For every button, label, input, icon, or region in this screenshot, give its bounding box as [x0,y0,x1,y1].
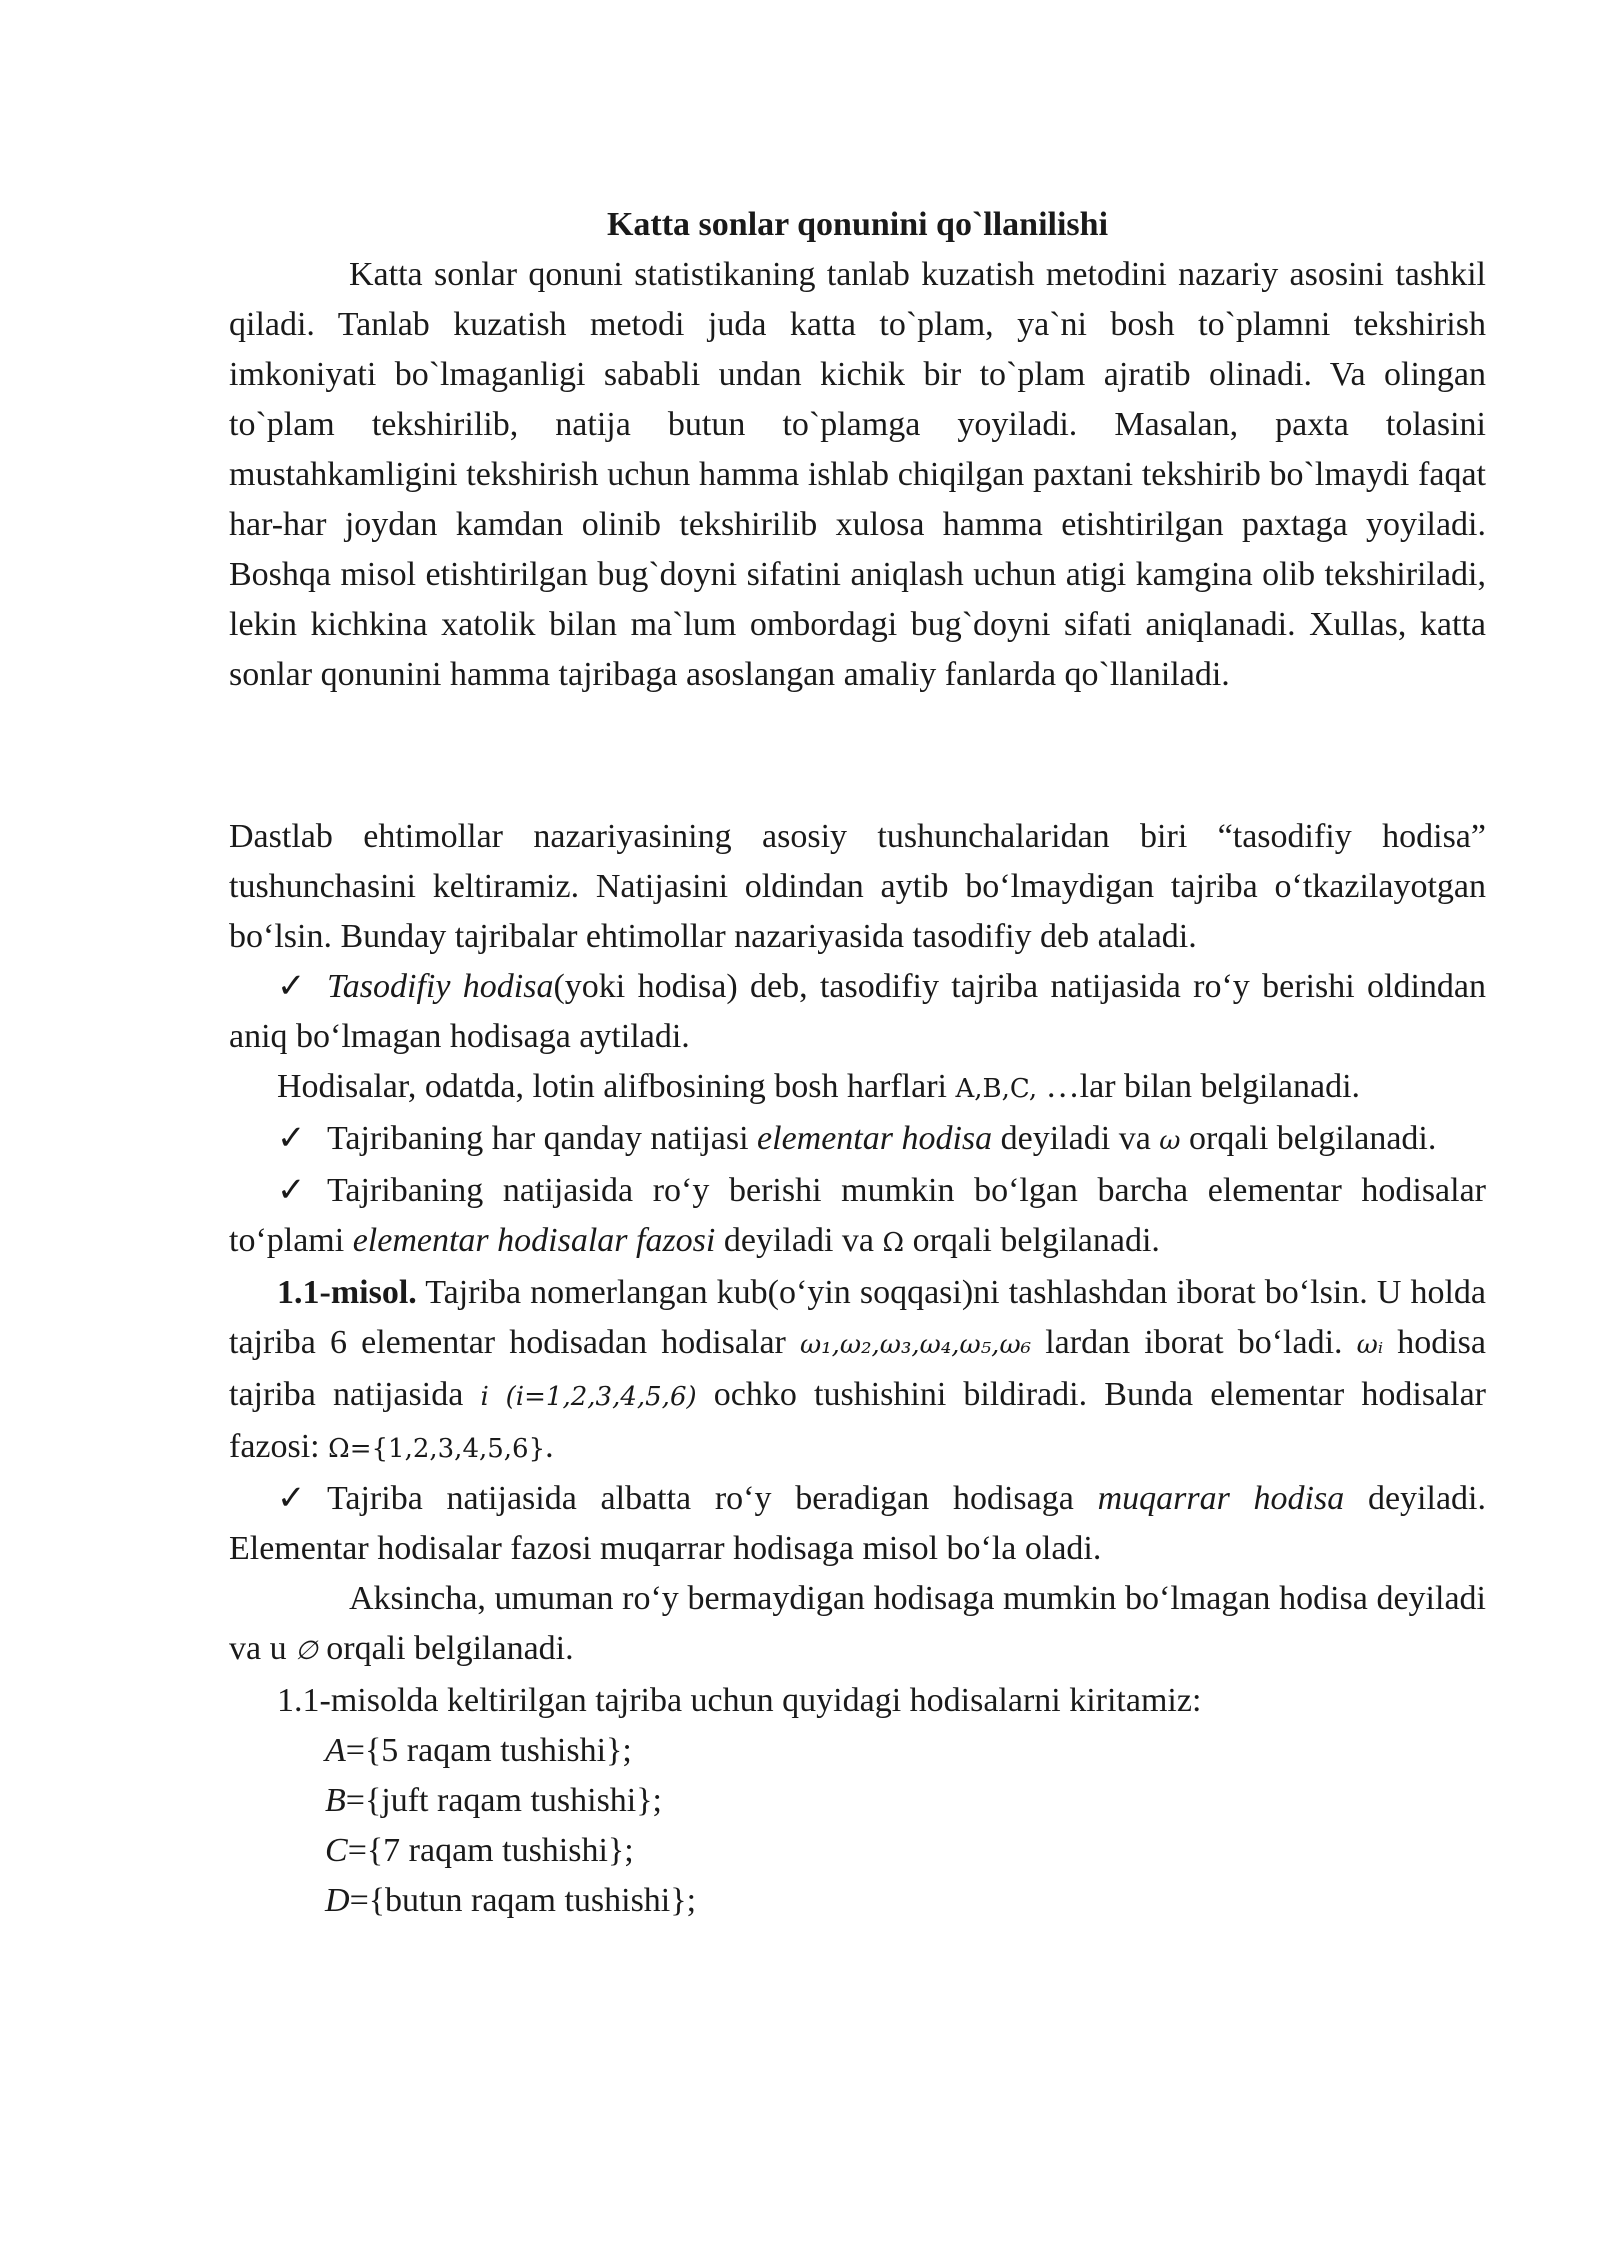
paragraph-random-event-intro: Dastlab ehtimollar nazariyasining asosiy tushunchalaridan biri “tasodifiy hodisa” tushunchasini keltiramiz. Natijasini oldindan aytib bo‘lmaydigan tajriba o‘tkazilayotgan bo‘lsin. Bunday tajribalar ehtimollar nazariyasida tasodifiy deb ataladi. [229,818,1486,955]
checkmark-icon: ✓ [277,1172,306,1209]
definition-text: orqali belgilanadi. [904,1222,1160,1259]
capital-omega-symbol: Ω [882,1228,905,1258]
definition-elementary-event [229,1114,1486,1166]
paragraph-event-notation [229,1062,1486,1114]
example-text: ochko tushishini bildiradi. Bunda elementar hodisalar fazosi: [229,1376,1486,1465]
sample-space-formula: Ω={1,2,3,4,5,6} [328,1434,546,1464]
definition-text: deyiladi va [715,1222,883,1259]
list-item [325,1876,1486,1926]
paragraph-gap [229,700,1486,812]
event-definition: ={7 raqam tushishi}; [347,1832,634,1869]
example-end: . [545,1428,554,1465]
event-name: D [325,1882,350,1919]
event-name: C [325,1832,348,1869]
list-item [325,1776,1486,1826]
definition-random-event [229,962,1486,1062]
definition-text: orqali belgilanadi. [1180,1120,1437,1157]
checkmark-icon: ✓ [277,1480,306,1517]
checkmark-icon: ✓ [277,968,306,1005]
omega-i: ωᵢ [1356,1330,1384,1360]
omega-symbol: ω [1159,1126,1181,1156]
notation-text-end: …lar bilan belgilanadi. [1037,1068,1361,1105]
event-name: A [325,1732,346,1769]
definition-text: Tajribaning har qanday natijasi [327,1120,758,1157]
i-range: i (i=1,2,3,4,5,6) [480,1382,697,1412]
term-certain-event: muqarrar hodisa [1097,1480,1345,1517]
definition-text: (yoki hodisa) deb, tasodifiy tajriba natijasida ro‘y berishi oldindan aniq bo‘lmagan hodisaga aytiladi. [229,968,1486,1055]
example-text: Tajriba nomerlangan kub(o‘yin soqqasi)ni tashlashdan iborat bo‘lsin. U holda tajriba 6 elementar hodisadan hodisalar [229,1274,1486,1361]
definition-text: deyiladi. Elementar hodisalar fazosi muqarrar hodisaga misol bo‘la oladi. [229,1480,1486,1567]
definition-text: deyiladi va [992,1120,1160,1157]
paragraph-text: Aksincha, umuman ro‘y bermaydigan hodisaga mumkin bo‘lmagan hodisa deyiladi va u [229,1580,1486,1667]
list-item [325,1826,1486,1876]
definition-text: Tajribaning natijasida ro‘y berishi mumkin bo‘lgan barcha elementar hodisalar to‘plami [229,1172,1486,1259]
empty-set-symbol: ∅ [295,1636,318,1666]
paragraph-events-intro: 1.1-misolda keltirilgan tajriba uchun quyidagi hodisalarni kiritamiz: [277,1682,1202,1719]
omega-list: ω₁,ω₂,ω₃,ω₄,ω₅,ω₆ [800,1330,1032,1360]
checkmark-icon: ✓ [277,1120,306,1157]
paragraph-text: orqali belgilanadi. [317,1630,574,1667]
example-1-1 [229,1268,1486,1474]
term-random-event: Tasodifiy hodisa [327,968,554,1005]
term-sample-space: elementar hodisalar fazosi [352,1222,716,1259]
notation-text: Hodisalar, odatda, lotin alifbosining bosh harflari [277,1068,956,1105]
event-definition: ={butun raqam tushishi}; [349,1882,697,1919]
term-elementary-event: elementar hodisa [757,1120,993,1157]
event-list [229,1726,1486,1926]
example-text: lardan iborat bo‘ladi. [1031,1324,1357,1361]
event-definition: ={5 raqam tushishi}; [345,1732,632,1769]
event-letters: A,B,C, [955,1074,1038,1104]
document-body [229,200,1486,1926]
definition-certain-event [229,1474,1486,1574]
event-name: B [325,1782,346,1819]
paragraph-impossible-event [229,1574,1486,1676]
definition-sample-space [229,1166,1486,1268]
list-item [325,1726,1486,1776]
definition-text: Tajriba natijasida albatta ro‘y beradigan hodisaga [327,1480,1098,1517]
example-label: 1.1-misol. [277,1274,417,1311]
intro-paragraph: Katta sonlar qonuni statistikaning tanlab kuzatish metodini nazariy asosini tashkil qiladi. Tanlab kuzatish metodi juda katta to`plam, ya`ni bosh to`plamni tekshirish imkoniyati bo`lmaganligi sababli undan kichik bir to`plam ajratib olinadi. Va olingan to`plam tekshirilib, natija butun to`plamga yoyiladi. Masalan, paxta tolasini mustahkamligini tekshirish uchun hamma ishlab chiqilgan paxtani tekshirib bo`lmaydi faqat har-har joydan kamdan olinib tekshirilib xulosa hamma etishtirilgan paxtaga yoyiladi. Boshqa misol etishtirilgan bug`doyni sifatini aniqlash uchun atigi kamgina olib tekshiriladi, lekin kichkina xatolik bilan ma`lum ombordagi bug`doyni sifati aniqlanadi. Xullas, katta sonlar qonunini hamma tajribaga asoslangan amaliy fanlarda qo`llaniladi. [229,256,1486,693]
event-definition: ={juft raqam tushishi}; [345,1782,663,1819]
page-title: Katta sonlar qonunini qo`llanilishi [606,206,1109,243]
example-text: hodisa tajriba natijasida [229,1324,1486,1413]
